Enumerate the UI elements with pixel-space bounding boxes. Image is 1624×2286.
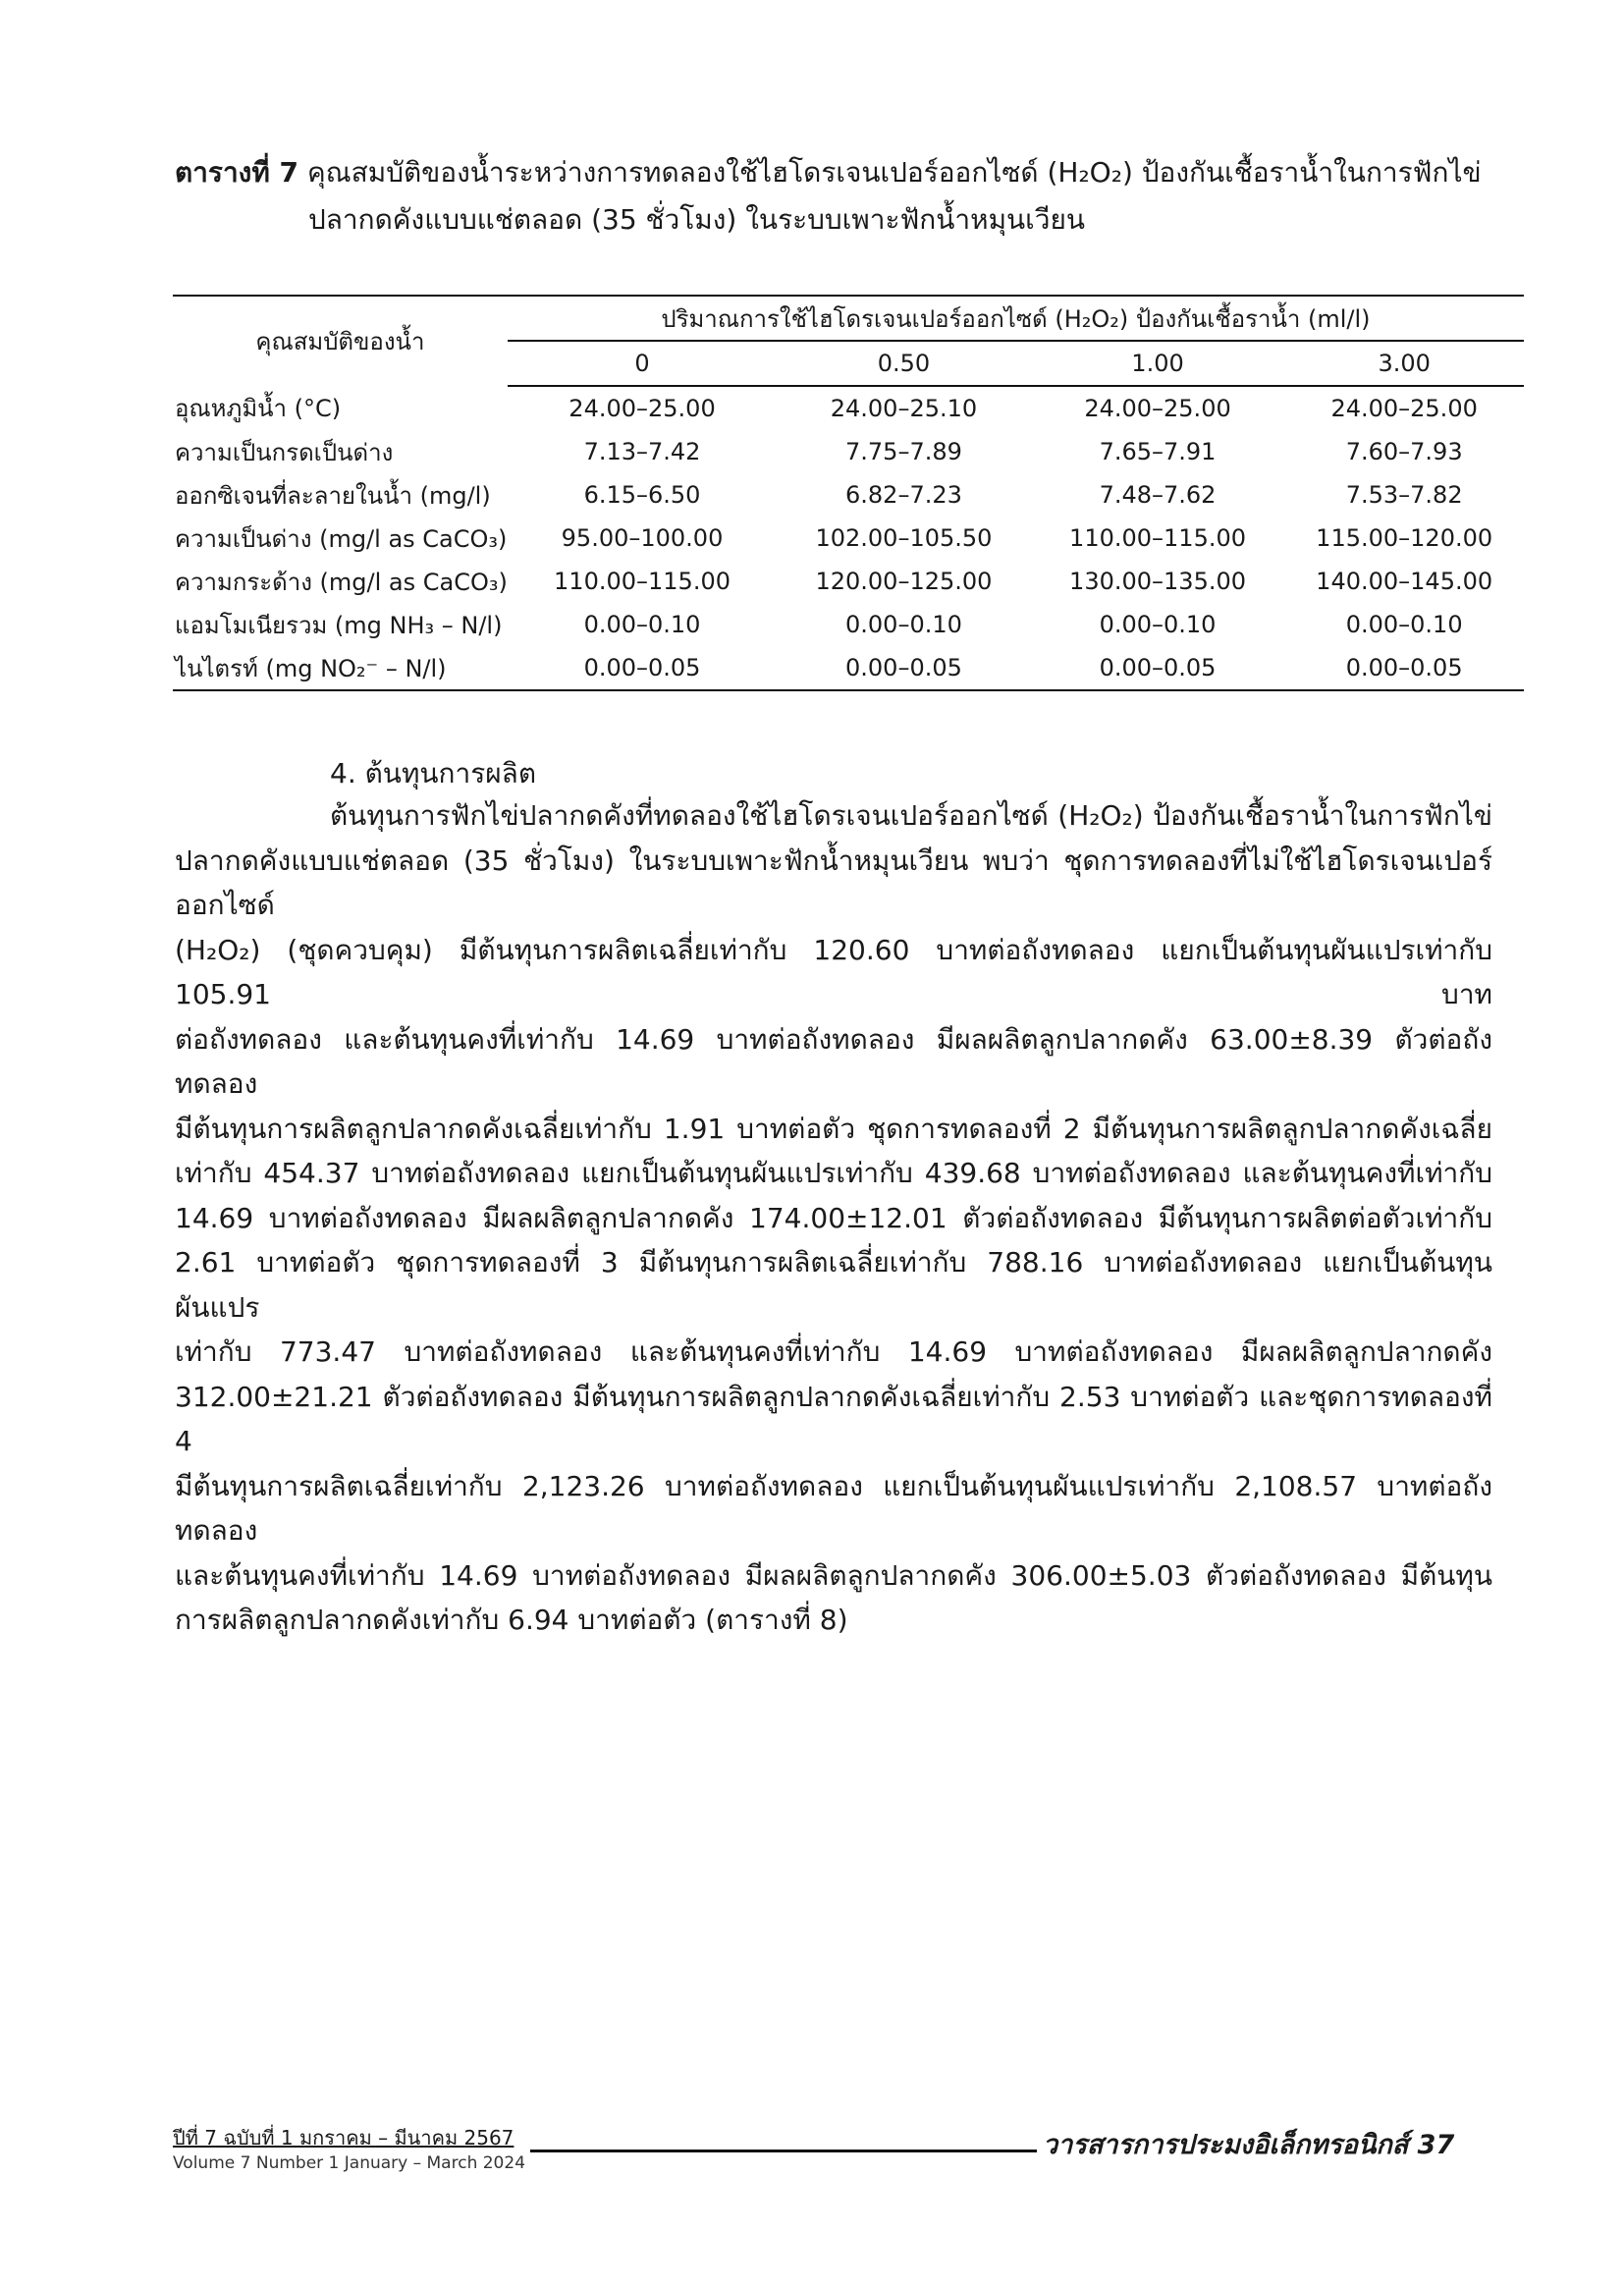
table-cell: 24.00–25.00 — [1330, 395, 1478, 422]
table-cell: 7.13–7.42 — [583, 438, 701, 465]
paragraph-line: มีต้นทุนการผลิตลูกปลากดคังเฉลี่ยเท่ากับ 1.91 บาทต่อตัว ชุดการทดลองที่ 2 มีต้นทุนการผลิตลูกปลากดคังเฉลี่ย — [175, 1112, 1492, 1145]
dose-group-header: ปริมาณการใช้ไฮโดรเจนเปอร์ออกไซด์ (H₂O₂) ป้องกันเชื้อราน้ำ (ml/l) — [508, 296, 1524, 341]
caption-label: ตารางที่ 7 — [175, 156, 299, 189]
table-cell: 7.48–7.62 — [1099, 481, 1217, 509]
footer-journal — [1043, 2129, 1454, 2162]
table-row — [173, 646, 1524, 690]
paragraph-line: 2.61 บาทต่อตัว ชุดการทดลองที่ 3 มีต้นทุนการผลิตเฉลี่ยเท่ากับ 788.16 บาทต่อถังทดลอง แยกเป็นต้นทุนผันแปร — [175, 1246, 1492, 1324]
paragraph-line: ต้นทุนการฟักไข่ปลากดคังที่ทดลองใช้ไฮโดรเจนเปอร์ออกไซด์ (H₂O₂) ป้องกันเชื้อราน้ำในการฟักไข่ — [330, 799, 1492, 832]
paragraph-line: และต้นทุนคงที่เท่ากับ 14.69 บาทต่อถังทดลอง มีผลผลิตลูกปลากดคัง 306.00±5.03 ตัวต่อถังทดลอง มีต้นทุน — [175, 1558, 1492, 1592]
table-row — [173, 473, 1524, 517]
table-cell: 0.00–0.10 — [1099, 611, 1217, 638]
table-cell: 0.00–0.10 — [583, 611, 701, 638]
page-number: 37 — [1417, 2130, 1455, 2160]
paragraph-line: ต่อถังทดลอง และต้นทุนคงที่เท่ากับ 14.69 บาทต่อถังทดลอง มีผลผลิตลูกปลากดคัง 63.00±8.39 ตัวต่อถังทดลอง — [175, 1022, 1492, 1100]
property-name: อุณหภูมิน้ำ (°C) — [175, 395, 342, 422]
footer-issue — [173, 2125, 525, 2176]
table-cell: 24.00–25.00 — [568, 395, 716, 422]
table-cell: 0.00–0.05 — [1031, 646, 1285, 690]
cost-paragraph — [175, 793, 1492, 1643]
property-name: ออกซิเจนที่ละลายในน้ำ (mg/l) — [175, 481, 491, 510]
table-cell: 102.00–105.50 — [815, 524, 993, 552]
table-row — [173, 517, 1524, 560]
table-cell: 115.00–120.00 — [1316, 524, 1493, 552]
caption-line-2: ปลากดคังแบบแช่ตลอด (35 ชั่วโมง) ในระบบเพาะฟักน้ำหมุนเวียน — [308, 203, 1086, 236]
footer-divider — [530, 2150, 1037, 2152]
section-heading: 4. ต้นทุนการผลิต — [330, 757, 536, 789]
paragraph-line: เท่ากับ 454.37 บาทต่อถังทดลอง แยกเป็นต้นทุนผันแปรเท่ากับ 439.68 บาทต่อถังทดลอง และต้นทุนคงที่เท่ากับ — [175, 1157, 1492, 1189]
paragraph-line: 14.69 บาทต่อถังทดลอง มีผลผลิตลูกปลากดคัง 174.00±12.01 ตัวต่อถังทดลอง มีต้นทุนการผลิตต่อตัวเท่ากับ — [175, 1201, 1492, 1234]
table-cell: 6.82–7.23 — [845, 481, 962, 509]
footer-issue-english: Volume 7 Number 1 January – March 2024 — [173, 2153, 526, 2173]
dose-header: 0 — [508, 341, 777, 386]
table-cell: 24.00–25.00 — [1084, 395, 1231, 422]
paragraph-line: มีต้นทุนการผลิตเฉลี่ยเท่ากับ 2,123.26 บาทต่อถังทดลอง แยกเป็นต้นทุนผันแปรเท่ากับ 2,108.57 บาทต่อถังทดลอง — [175, 1469, 1492, 1547]
caption-text: คุณสมบัติของน้ำระหว่างการทดลองใช้ไฮโดรเจนเปอร์ออกไซด์ (H₂O₂) ป้องกันเชื้อราน้ำในการฟักไข่ — [306, 156, 1482, 189]
paragraph-line: การผลิตลูกปลากดคังเท่ากับ 6.94 บาทต่อตัว (ตารางที่ 8) — [175, 1604, 848, 1636]
table-cell: 0.00–0.05 — [777, 646, 1031, 690]
dose-header: 1.00 — [1031, 341, 1285, 386]
table-cell: 0.00–0.05 — [508, 646, 777, 690]
property-name: ไนไตรท์ (mg NO₂⁻ – N/l) — [173, 646, 508, 690]
table-cell: 24.00–25.10 — [830, 395, 978, 422]
table-cell: 110.00–115.00 — [554, 568, 731, 595]
table-cell: 140.00–145.00 — [1316, 568, 1493, 595]
property-column-header: คุณสมบัติของน้ำ — [255, 328, 425, 355]
table-header-row — [173, 296, 1524, 341]
table-cell: 0.00–0.05 — [1284, 646, 1524, 690]
table-cell: 95.00–100.00 — [561, 524, 724, 552]
table-cell: 130.00–135.00 — [1069, 568, 1246, 595]
table-cell: 7.65–7.91 — [1099, 438, 1217, 465]
dose-header: 0.50 — [777, 341, 1031, 386]
paragraph-line: ปลากดคังแบบแช่ตลอด (35 ชั่วโมง) ในระบบเพาะฟักน้ำหมุนเวียน พบว่า ชุดการทดลองที่ไม่ใช้ไฮโดรเจนเปอร์ออกไซด์ — [175, 844, 1492, 921]
property-name: ความเป็นกรดเป็นด่าง — [175, 438, 394, 466]
dose-header: 3.00 — [1284, 341, 1524, 386]
table-row — [173, 560, 1524, 603]
table-row — [173, 430, 1524, 473]
table-cell: 110.00–115.00 — [1069, 524, 1246, 552]
table-cell: 6.15–6.50 — [583, 481, 701, 509]
water-properties-table — [173, 295, 1524, 691]
property-name: แอมโมเนียรวม (mg NH₃ – N/l) — [175, 611, 503, 639]
paragraph-line: เท่ากับ 773.47 บาทต่อถังทดลอง และต้นทุนคงที่เท่ากับ 14.69 บาทต่อถังทดลอง มีผลผลิตลูกปลากดคัง — [175, 1335, 1492, 1368]
caption-line-1 — [175, 149, 1490, 196]
table-row — [173, 386, 1524, 430]
journal-name: วารสารการประมงอิเล็กทรอนิกส์ — [1043, 2130, 1409, 2160]
table-row — [173, 603, 1524, 646]
table-cell: 7.53–7.82 — [1345, 481, 1463, 509]
table-cell: 0.00–0.10 — [845, 611, 962, 638]
table-caption — [175, 149, 1490, 244]
property-name: ความกระด้าง (mg/l as CaCO₃) — [175, 568, 508, 596]
footer-issue-thai: ปีที่ 7 ฉบับที่ 1 มกราคม – มีนาคม 2567 — [173, 2126, 514, 2150]
paragraph-line: (H₂O₂) (ชุดควบคุม) มีต้นทุนการผลิตเฉลี่ยเท่ากับ 120.60 บาทต่อถังทดลอง แยกเป็นต้นทุนผันแปรเท่ากับ 105.91 บาท — [175, 933, 1492, 1010]
paragraph-line: 312.00±21.21 ตัวต่อถังทดลอง มีต้นทุนการผลิตลูกปลากดคังเฉลี่ยเท่ากับ 2.53 บาทต่อตัว และชุดการทดลองที่ 4 — [175, 1380, 1492, 1457]
table-cell: 0.00–0.10 — [1345, 611, 1463, 638]
table-cell: 7.60–7.93 — [1345, 438, 1463, 465]
property-name: ความเป็นด่าง (mg/l as CaCO₃) — [175, 524, 508, 553]
table-cell: 7.75–7.89 — [845, 438, 962, 465]
table-cell: 120.00–125.00 — [815, 568, 993, 595]
